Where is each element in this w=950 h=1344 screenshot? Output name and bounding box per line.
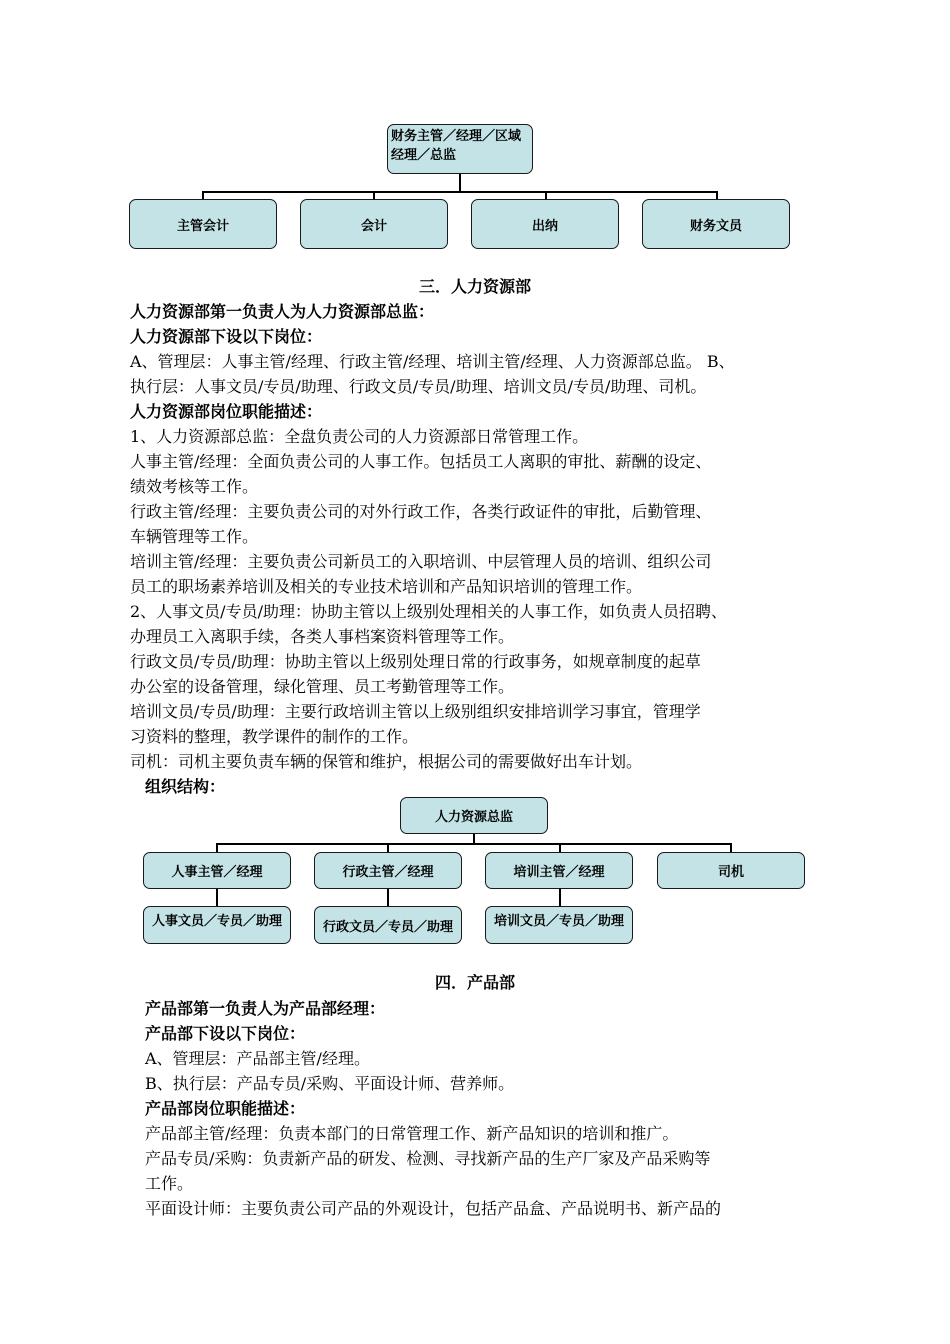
- paragraph-line: 产品部主管/经理：负责本部门的日常管理工作、新产品知识的培训和推广。: [145, 1124, 679, 1143]
- paragraph-line: 产品部第一负责人为产品部经理：: [145, 999, 386, 1018]
- hr-chart-staff-label: 培训文员／专员／助理: [493, 914, 624, 929]
- paragraph-line: 人力资源部下设以下岗位：: [130, 327, 323, 346]
- paragraph-line: 行政主管/经理：主要负责公司的对外行政工作，各类行政证件的审批，后勤管理、: [130, 502, 712, 521]
- paragraph-line: 绩效考核等工作。: [130, 477, 259, 496]
- hr-chart-staff-box: [143, 906, 291, 944]
- paragraph-line: 执行层：人事文员/专员/助理、行政文员/专员/助理、培训文员/专员/助理、司机。: [130, 377, 707, 396]
- paragraph-line: 办公室的设备管理，绿化管理、员工考勤管理等工作。: [130, 677, 515, 696]
- hr-chart-manager-box: [143, 852, 291, 889]
- paragraph-line: 产品专员/采购：负责新产品的研发、检测、寻找新产品的生产厂家及产品采购等: [145, 1149, 711, 1168]
- product-section-heading: 四．产品部: [434, 973, 515, 992]
- paragraph-line: 司机：司机主要负责车辆的保管和维护，根据公司的需要做好出车计划。: [130, 752, 643, 771]
- paragraph-line: 人事主管/经理：全面负责公司的人事工作。包括员工人离职的审批、薪酬的设定、: [130, 452, 712, 471]
- hr-chart-staff-label: 人事文员／专员／助理: [151, 914, 282, 929]
- finance-chart-child-label: 财务文员: [689, 218, 742, 234]
- connector: [216, 889, 218, 907]
- paragraph-line: 产品部岗位职能描述：: [145, 1099, 306, 1118]
- finance-chart-child-box: [642, 199, 790, 249]
- paragraph-line: 车辆管理等工作。: [130, 527, 259, 546]
- paragraph-line: A、管理层：产品部主管/经理。: [145, 1049, 370, 1068]
- finance-chart-child-box: [300, 199, 448, 249]
- hr-chart-manager-label: 司机: [717, 865, 744, 880]
- paragraph-line: A、管理层：人事主管/经理、行政主管/经理、培训主管/经理、人力资源部总监。 B、: [130, 352, 735, 371]
- paragraph-line: 办理员工入离职手续，各类人事档案资料管理等工作。: [130, 627, 515, 646]
- hr-chart-manager-label: 人事主管／经理: [171, 865, 263, 880]
- finance-chart-child-label: 出纳: [531, 218, 558, 234]
- hr-chart-manager-box: [657, 852, 805, 889]
- paragraph-line: 培训主管/经理：主要负责公司新员工的入职培训、中层管理人员的培训、组织公司: [130, 552, 712, 571]
- hr-chart-staff-box: [485, 906, 633, 944]
- connector: [559, 889, 561, 907]
- paragraph-line: 行政文员/专员/助理：协助主管以上级别处理日常的行政事务，如规章制度的起草: [130, 652, 701, 671]
- paragraph-line: 员工的职场素养培训及相关的专业技术培训和产品知识培训的管理工作。: [130, 577, 643, 596]
- finance-chart-child-box: [471, 199, 619, 249]
- hr-chart-staff-box: [314, 906, 462, 944]
- hr-chart-top-box: [400, 797, 548, 834]
- paragraph-line: 习资料的整理，教学课件的制作的工作。: [130, 727, 419, 746]
- hr-chart-manager-box: [485, 852, 633, 889]
- paragraph-line: 1、人力资源部总监：全盘负责公司的人力资源部日常管理工作。: [130, 427, 589, 446]
- hr-chart-manager-label: 培训主管／经理: [513, 865, 605, 880]
- paragraph-line: 人力资源部第一负责人为人力资源部总监：: [130, 302, 435, 321]
- paragraph-line: 产品部下设以下岗位：: [145, 1024, 306, 1043]
- connector: [216, 843, 732, 845]
- hr-chart-manager-label: 行政主管／经理: [342, 865, 434, 880]
- org-structure-label: 组织结构：: [145, 777, 226, 796]
- connector: [459, 174, 461, 192]
- hr-chart-staff-label: 行政文员／专员／助理: [322, 919, 453, 935]
- hr-chart-top-label: 人力资源总监: [434, 810, 513, 825]
- hr-section-heading: 三．人力资源部: [418, 277, 531, 296]
- finance-chart-child-box: [129, 199, 277, 249]
- connector: [202, 191, 718, 193]
- connector: [387, 889, 389, 907]
- paragraph-line: 平面设计师：主要负责公司产品的外观设计，包括产品盒、产品说明书、新产品的: [145, 1199, 722, 1218]
- finance-chart-top-box: [387, 124, 533, 174]
- finance-chart-child-label: 主管会计: [176, 218, 229, 234]
- paragraph-line: 工作。: [145, 1174, 194, 1193]
- paragraph-line: 培训文员/专员/助理：主要行政培训主管以上级别组织安排培训学习事宜，管理学: [130, 702, 701, 721]
- finance-chart-child-label: 会计: [360, 218, 387, 234]
- paragraph-line: B、执行层：产品专员/采购、平面设计师、营养师。: [145, 1074, 515, 1093]
- hr-chart-manager-box: [314, 852, 462, 889]
- paragraph-line: 人力资源部岗位职能描述：: [130, 402, 323, 421]
- finance-chart-top-label: 财务主管／经理／区域经理／总监: [391, 129, 522, 163]
- paragraph-line: 2、人事文员/专员/助理：协助主管以上级别处理相关的人事工作，如负责人员招聘、: [130, 602, 727, 621]
